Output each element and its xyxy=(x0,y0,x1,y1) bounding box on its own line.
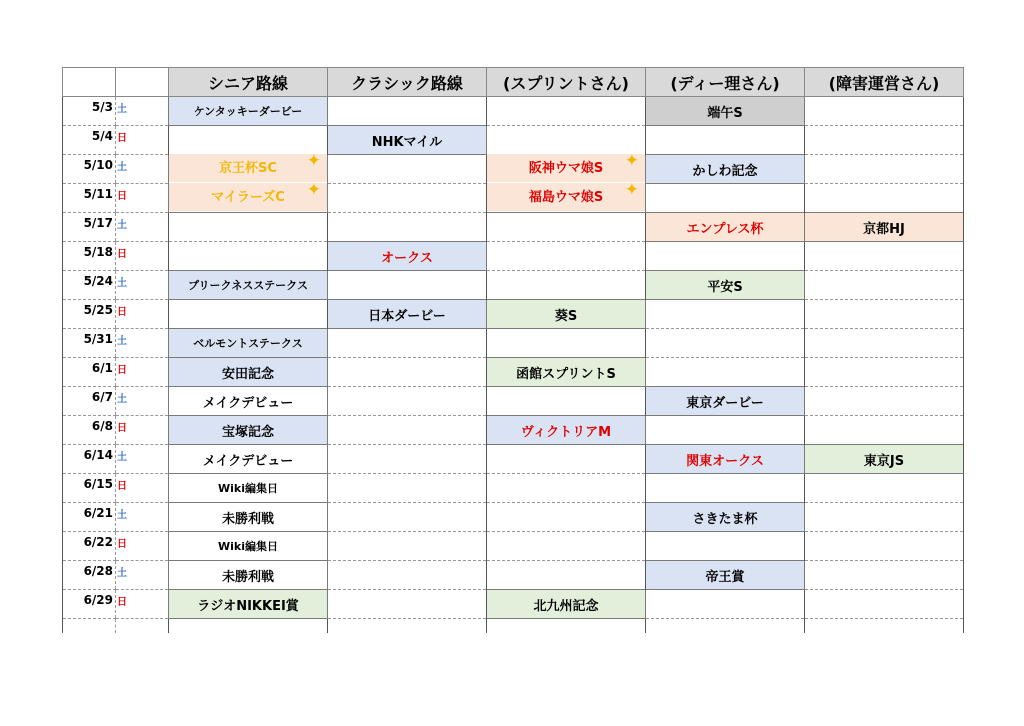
empty-cell xyxy=(169,619,328,633)
event-label: さきたま杯 xyxy=(692,511,758,527)
event-label: エンプレス杯 xyxy=(686,221,764,237)
event-cell xyxy=(169,180,328,212)
event-cell xyxy=(487,180,646,212)
weekday-cell: 日 xyxy=(116,532,169,561)
event-cell xyxy=(169,561,328,590)
weekday-cell: 土 xyxy=(116,213,169,242)
event-cell xyxy=(169,271,328,300)
empty-cell xyxy=(328,184,487,213)
weekday-cell: 土 xyxy=(116,155,169,184)
event-cell xyxy=(169,590,328,619)
event-label: 阪神ウマ娘S xyxy=(528,160,604,176)
empty-cell xyxy=(116,619,169,633)
empty-cell xyxy=(328,97,487,126)
weekday-cell: 日 xyxy=(116,474,169,503)
empty-cell xyxy=(487,387,646,416)
event-cell xyxy=(169,503,328,532)
event-label: 葵S xyxy=(554,308,578,324)
empty-cell xyxy=(328,619,487,633)
event-cell xyxy=(487,300,646,329)
table-row xyxy=(63,474,964,503)
empty-cell xyxy=(805,358,964,387)
event-cell xyxy=(805,213,964,242)
empty-cell xyxy=(328,474,487,503)
table-row xyxy=(63,590,964,619)
event-label: ケンタッキーダービー xyxy=(193,105,303,118)
date-cell: 5/3 xyxy=(63,97,116,126)
header-classic: クラシック路線 xyxy=(328,68,487,97)
event-cell xyxy=(646,445,805,474)
date-cell: 5/10 xyxy=(63,155,116,184)
sparkle-star-icon: ✦ xyxy=(306,180,321,200)
empty-cell xyxy=(487,503,646,532)
weekday-cell: 土 xyxy=(116,503,169,532)
empty-cell xyxy=(646,300,805,329)
date-cell: 6/7 xyxy=(63,387,116,416)
trailing-row xyxy=(63,619,964,633)
empty-cell xyxy=(805,474,964,503)
event-label: 日本ダービー xyxy=(368,308,446,324)
empty-cell xyxy=(487,561,646,590)
date-cell: 6/15 xyxy=(63,474,116,503)
table-row xyxy=(63,213,964,242)
event-label: 北九州記念 xyxy=(533,598,599,614)
weekday-cell: 土 xyxy=(116,387,169,416)
empty-cell xyxy=(805,242,964,271)
event-label: プリークネスステークス xyxy=(187,279,309,292)
event-cell xyxy=(487,416,646,445)
header-steeple: (障害運営さん) xyxy=(805,68,964,97)
event-label: 京都HJ xyxy=(863,221,905,237)
header-sprint: (スプリントさん) xyxy=(487,68,646,97)
empty-cell xyxy=(805,590,964,619)
weekday-cell: 土 xyxy=(116,561,169,590)
empty-cell xyxy=(487,474,646,503)
empty-cell xyxy=(805,126,964,155)
event-label: 函館スプリントS xyxy=(516,366,616,382)
event-cell xyxy=(169,97,328,126)
event-label: 平安S xyxy=(707,279,743,295)
empty-cell xyxy=(805,300,964,329)
sparkle-star-icon: ✦ xyxy=(624,180,639,200)
empty-cell xyxy=(328,358,487,387)
date-cell: 5/11 xyxy=(63,184,116,213)
empty-cell xyxy=(169,213,328,242)
weekday-cell: 日 xyxy=(116,416,169,445)
date-cell: 6/21 xyxy=(63,503,116,532)
weekday-cell: 土 xyxy=(116,445,169,474)
event-label: Wiki編集日 xyxy=(218,540,278,553)
empty-cell xyxy=(328,213,487,242)
event-label: 帝王賞 xyxy=(705,569,745,585)
event-cell xyxy=(328,300,487,329)
empty-cell xyxy=(646,242,805,271)
schedule-body xyxy=(63,97,964,633)
empty-cell xyxy=(805,329,964,358)
empty-cell xyxy=(328,445,487,474)
weekday-cell: 日 xyxy=(116,590,169,619)
empty-cell xyxy=(805,271,964,300)
date-cell: 6/28 xyxy=(63,561,116,590)
empty-cell xyxy=(646,329,805,358)
schedule-sheet xyxy=(62,67,963,633)
event-cell xyxy=(646,503,805,532)
date-cell: 5/31 xyxy=(63,329,116,358)
event-cell xyxy=(169,151,328,183)
table-row xyxy=(63,329,964,358)
weekday-cell: 日 xyxy=(116,358,169,387)
table-row xyxy=(63,503,964,532)
empty-cell xyxy=(328,271,487,300)
table-row xyxy=(63,155,964,184)
table-row xyxy=(63,445,964,474)
empty-cell xyxy=(328,561,487,590)
event-label: 東京JS xyxy=(863,453,905,469)
table-row xyxy=(63,561,964,590)
event-label: 安田記念 xyxy=(221,366,274,382)
header-row xyxy=(63,68,964,97)
date-cell: 6/22 xyxy=(63,532,116,561)
event-label: ベルモントステークス xyxy=(193,337,303,350)
empty-cell xyxy=(487,532,646,561)
event-label: 未勝利戦 xyxy=(221,511,274,527)
empty-cell xyxy=(328,329,487,358)
event-label: 端午S xyxy=(707,105,743,121)
event-label: 宝塚記念 xyxy=(221,424,274,440)
empty-cell xyxy=(487,445,646,474)
date-cell: 6/8 xyxy=(63,416,116,445)
event-cell xyxy=(169,532,328,561)
header-blank xyxy=(63,68,116,97)
event-cell xyxy=(169,416,328,445)
date-cell: 5/18 xyxy=(63,242,116,271)
empty-cell xyxy=(805,184,964,213)
empty-cell xyxy=(805,503,964,532)
event-cell xyxy=(646,155,805,184)
weekday-cell: 日 xyxy=(116,184,169,213)
empty-cell xyxy=(646,416,805,445)
empty-cell xyxy=(805,619,964,633)
event-cell xyxy=(646,387,805,416)
empty-cell xyxy=(169,126,328,155)
event-label: 京王杯SC xyxy=(219,160,277,176)
event-cell xyxy=(328,242,487,271)
header-blank xyxy=(116,68,169,97)
event-label: 東京ダービー xyxy=(686,395,764,411)
event-label: 未勝利戦 xyxy=(221,569,274,585)
event-cell xyxy=(169,329,328,358)
event-cell xyxy=(169,474,328,503)
table-row xyxy=(63,97,964,126)
table-row xyxy=(63,126,964,155)
event-cell xyxy=(328,126,487,155)
table-row xyxy=(63,242,964,271)
empty-cell xyxy=(805,532,964,561)
empty-cell xyxy=(328,503,487,532)
event-label: Wiki編集日 xyxy=(218,482,278,495)
header-dirt: (ディー理さん) xyxy=(646,68,805,97)
date-cell: 5/24 xyxy=(63,271,116,300)
event-label: オークス xyxy=(381,250,433,266)
event-cell xyxy=(646,271,805,300)
event-cell xyxy=(487,151,646,183)
sparkle-star-icon: ✦ xyxy=(624,151,639,171)
table-row xyxy=(63,416,964,445)
empty-cell xyxy=(487,126,646,155)
empty-cell xyxy=(805,387,964,416)
weekday-cell: 土 xyxy=(116,97,169,126)
empty-cell xyxy=(805,561,964,590)
weekday-cell: 日 xyxy=(116,242,169,271)
weekday-cell: 日 xyxy=(116,300,169,329)
empty-cell xyxy=(646,619,805,633)
event-label: 福島ウマ娘S xyxy=(528,189,604,205)
empty-cell xyxy=(646,184,805,213)
table-row xyxy=(63,300,964,329)
sparkle-star-icon: ✦ xyxy=(306,151,321,171)
event-label: メイクデビュー xyxy=(202,395,294,411)
weekday-cell: 土 xyxy=(116,329,169,358)
date-cell: 5/17 xyxy=(63,213,116,242)
empty-cell xyxy=(646,358,805,387)
event-cell xyxy=(169,387,328,416)
date-cell: 6/1 xyxy=(63,358,116,387)
event-cell xyxy=(646,97,805,126)
empty-cell xyxy=(328,590,487,619)
empty-cell xyxy=(487,97,646,126)
header-senior: シニア路線 xyxy=(169,68,328,97)
event-label: ヴィクトリアM xyxy=(520,424,612,440)
date-cell: 6/29 xyxy=(63,590,116,619)
event-label: 関東オークス xyxy=(686,453,764,469)
event-cell xyxy=(487,358,646,387)
empty-cell xyxy=(169,242,328,271)
empty-cell xyxy=(487,213,646,242)
event-label: メイクデビュー xyxy=(202,453,294,469)
weekday-cell: 日 xyxy=(116,126,169,155)
event-cell xyxy=(169,445,328,474)
table-row xyxy=(63,271,964,300)
empty-cell xyxy=(487,619,646,633)
empty-cell xyxy=(487,271,646,300)
event-cell xyxy=(169,358,328,387)
weekday-cell: 土 xyxy=(116,271,169,300)
event-cell xyxy=(487,590,646,619)
empty-cell xyxy=(805,97,964,126)
empty-cell xyxy=(487,242,646,271)
empty-cell xyxy=(646,474,805,503)
empty-cell xyxy=(328,387,487,416)
event-label: NHKマイル xyxy=(371,134,443,150)
empty-cell xyxy=(805,155,964,184)
table-row xyxy=(63,358,964,387)
event-cell xyxy=(646,213,805,242)
empty-cell xyxy=(646,126,805,155)
empty-cell xyxy=(328,416,487,445)
table-row xyxy=(63,532,964,561)
schedule-table xyxy=(62,67,964,633)
empty-cell xyxy=(169,300,328,329)
empty-cell xyxy=(487,329,646,358)
table-row xyxy=(63,387,964,416)
event-label: ラジオNIKKEI賞 xyxy=(197,598,299,614)
empty-cell xyxy=(328,532,487,561)
event-label: かしわ記念 xyxy=(692,163,758,179)
event-label: マイラーズC xyxy=(211,189,285,205)
empty-cell xyxy=(646,532,805,561)
empty-cell xyxy=(805,416,964,445)
event-cell xyxy=(646,561,805,590)
empty-cell xyxy=(646,590,805,619)
event-cell xyxy=(805,445,964,474)
table-row xyxy=(63,184,964,213)
empty-cell xyxy=(63,619,116,633)
date-cell: 5/25 xyxy=(63,300,116,329)
date-cell: 5/4 xyxy=(63,126,116,155)
date-cell: 6/14 xyxy=(63,445,116,474)
empty-cell xyxy=(328,155,487,184)
